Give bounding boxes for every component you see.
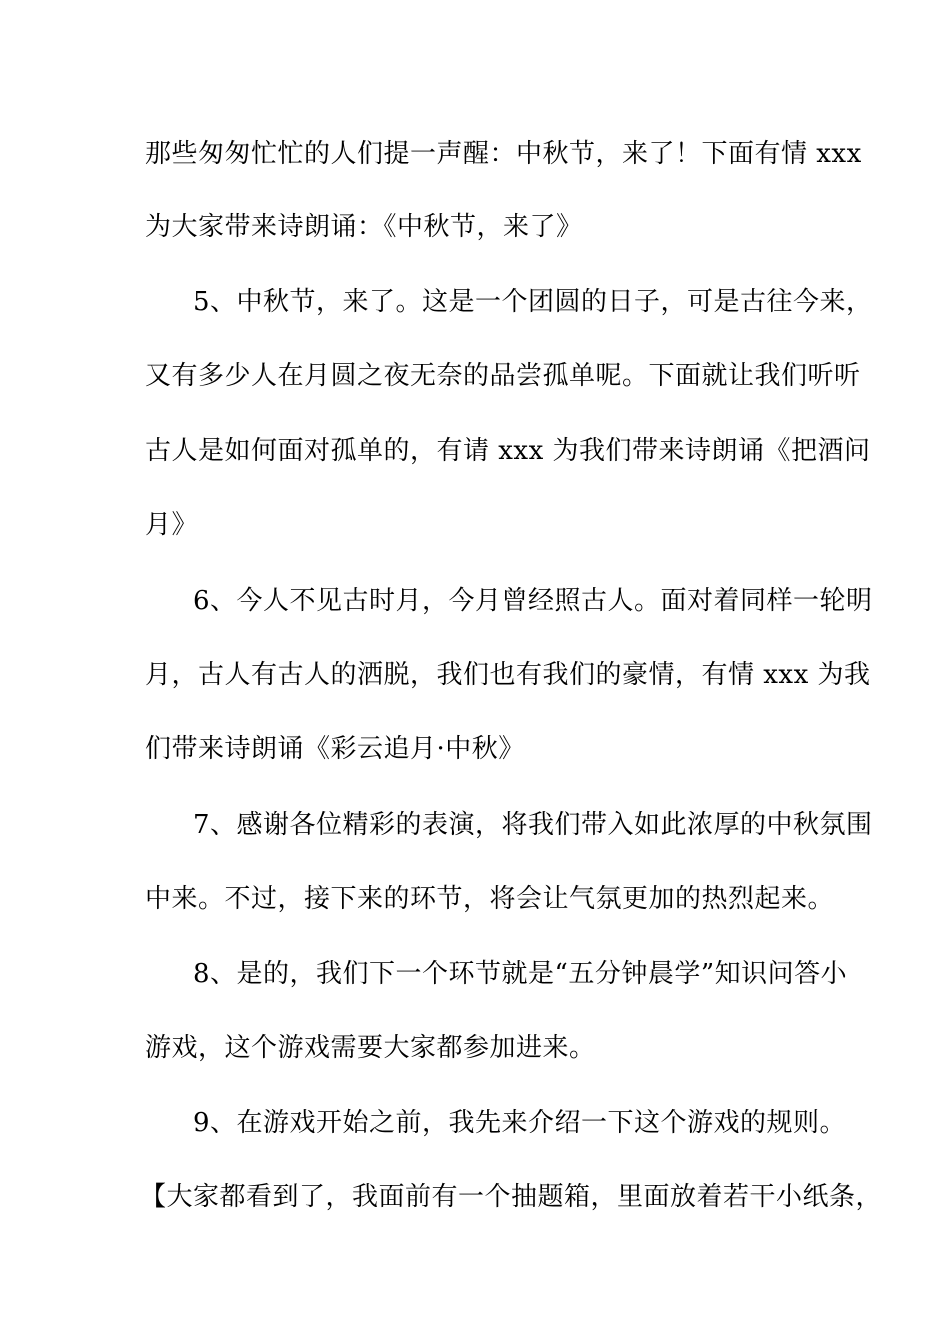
paragraph-7-start: 7、感谢各位精彩的表演，将我们带入如此浓厚的中秋氛围 (193, 810, 873, 840)
text-line: 为大家带来诗朗诵：《中秋节，来了》 (145, 212, 583, 242)
paragraph-9-start: 9、在游戏开始之前，我先来介绍一下这个游戏的规则。 (193, 1108, 847, 1138)
text-line: 中来。不过，接下来的环节，将会让气氛更加的热烈起来。 (145, 884, 835, 914)
text-line: 【大家都看到了，我面前有一个抽题箱，里面放着若干小纸条， (140, 1182, 883, 1212)
text-line: 又有多少人在月圆之夜无奈的品尝孤单呢。下面就让我们听听 (145, 361, 861, 391)
text-line: 游戏，这个游戏需要大家都参加进来。 (145, 1033, 596, 1063)
text-line: 那些匆匆忙忙的人们提一声醒：中秋节，来了！下面有情 xxx (145, 139, 862, 169)
text-line: 月》 (145, 510, 199, 540)
text-line: 古人是如何面对孤单的，有请 xxx 为我们带来诗朗诵《把酒问 (145, 436, 871, 466)
text-line: 们带来诗朗诵《彩云追月·中秋》 (145, 734, 525, 764)
paragraph-6-start: 6、今人不见古时月，今月曾经照古人。面对着同样一轮明 (193, 586, 873, 616)
text-line: 月，古人有古人的洒脱，我们也有我们的豪情，有情 xxx 为我 (145, 660, 871, 690)
paragraph-5-start: 5、中秋节，来了。这是一个团圆的日子，可是古往今来， (193, 287, 873, 317)
paragraph-8-start: 8、是的，我们下一个环节就是“五分钟晨学”知识问答小 (193, 959, 848, 989)
